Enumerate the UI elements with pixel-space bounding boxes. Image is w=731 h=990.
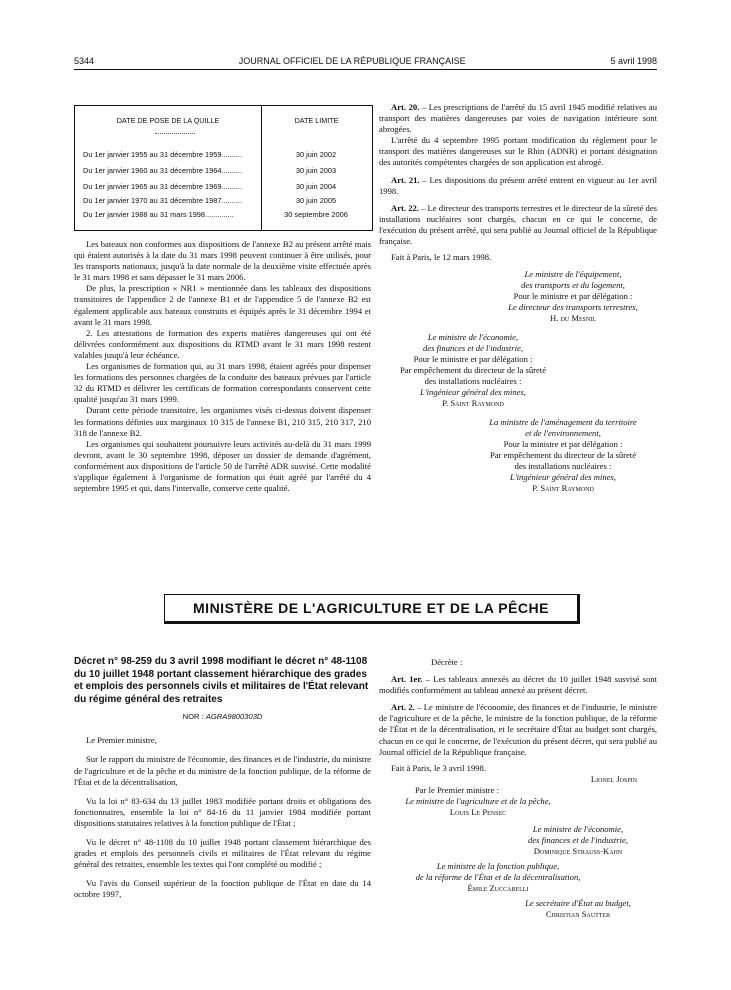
decret-title: Décret n° 98-259 du 3 avril 1998 modifiant le décret n° 48-1108 du 10 juillet 1948 portant classement hiérarchique des grades et emplois des personnels civils et militaires de l'État relevant du régime général des retraites xyxy=(74,656,369,705)
paragraph: De plus, la prescription « NR1 » mentionnée dans les tableaux des dispositions transitoires de l'appendice 2 de l'annexe B1 et de l'appendice 5 de l'annexe B2 est également applicable aux bateaux construits et équipés après le 31 décembre 1994 et avant le 31 mars 1998. xyxy=(74,283,371,327)
page-header xyxy=(74,56,657,66)
paragraph: Vu la loi n° 83-634 du 13 juillet 1983 modifiée portant droits et obligations des fonctionnaires, ensemble la loi n° 84-16 du 11 janvier 1984 modifiée portant dispositions statutaires relatives à la fonction publique de l'État ; xyxy=(74,795,371,828)
ministry-title: MINISTÈRE DE L'AGRICULTURE ET DE LA PÊCHE xyxy=(164,594,580,624)
article-21: Art. 21. – Les dispositions du présent arrêté entrent en vigueur au 1er avril 1998. xyxy=(379,174,657,196)
signature-block-amenagement: La ministre de l'aménagement du territoire et de l'environnement, Pour la ministre et par délégation : Par empêchement du directeur de la sûreté des installations nucléaires : L'ingénieur général des mines, P. Saint Raymond xyxy=(489,417,637,494)
col-header-keel: DATE DE POSE DE LA QUILLE xyxy=(116,116,220,125)
article-22: Art. 22. – Le directeur des transports terrestres et le directeur de la sûreté des installations nucléaires sont chargés, chacun en ce qui le concerne, de l'exécution du présent arrêté, qui sera publié au Journal officiel de la République française. xyxy=(379,202,657,247)
signature-agriculture: Le ministre de l'agriculture et de la pêche, Louis Le Pensec xyxy=(405,795,551,817)
table-row: Du 1er janvier 1970 au 31 décembre 1987.......... 30 juin 2005 xyxy=(83,196,337,205)
signature-block-economie: Le ministre de l'économie, des finances et de l'industrie, Pour le ministre et par délégation : Par empêchement du directeur de la sûreté des installations nucléaires : L'ingénieur général des mines, P. Saint Raymond xyxy=(399,332,547,409)
table-row: Du 1er janvier 1960 au 31 décembre 1964.......... 30 juin 2003 xyxy=(83,166,337,175)
paragraph: Les organismes qui souhaitent poursuivre leurs activités au-delà du 31 mars 1999 devront, avant le 30 septembre 1998, déposer un dossier de demande d'agrément, conformément aux dispositions de l'article 50 de l'arrêté ADR susvisé. Cette modalité s'applique également à l'organisme de formation qui était agréé par l'arrêté du 4 septembre 1995 et qui, dans l'intervalle, conserve cette qualité. xyxy=(74,438,371,494)
paragraph: Le Premier ministre, xyxy=(86,735,157,746)
decret-right-column xyxy=(379,657,657,920)
journal-title: JOURNAL OFFICIEL DE LA RÉPUBLIQUE FRANÇAISE xyxy=(238,56,466,66)
fait-a-paris: Fait à Paris, le 3 avril 1998. xyxy=(391,762,486,773)
paragraph: Vu le décret n° 48-1108 du 10 juillet 1948 portant classement hiérarchique des grades et emplois des personnels civils et militaires de l'État relevant du régime général des retraites, ensemble les textes qui l'ont complété ou modifié ; xyxy=(74,837,371,870)
paragraph: 2. Les attestations de formation des experts matières dangereuses qui ont été délivrées conformément aux dispositions du RTMD avant le 31 mars 1998 restent valables jusqu'à leur échéance. xyxy=(74,327,371,360)
decret-left-column xyxy=(74,656,371,901)
table-row: Du 1er janvier 1955 au 31 décembre 1959.......... 30 juin 2002 xyxy=(83,150,337,159)
keel-date-table xyxy=(74,105,373,231)
header-rule xyxy=(74,69,657,70)
table-row: Du 1er janvier 1965 au 31 décembre 1969.......... 30 juin 2004 xyxy=(83,182,337,191)
decrete: Décrète : xyxy=(431,657,463,667)
article-1: Art. 1er. – Les tableaux annexés au décret du 10 juillet 1948 susvisé sont modifiés conformément au tableau annexé au présent décret. xyxy=(379,674,658,696)
signature-premier-ministre: Lionel Jospin xyxy=(590,773,637,784)
left-column-top xyxy=(74,239,371,494)
header-separator xyxy=(155,133,195,134)
paragraph: Durant cette période transitoire, les organismes visés ci-dessus doivent dispenser les formations définies aux marginaux 10 315 de l'annexe B1, 210 315, 210 317, 210 318 de l'annexe B2. xyxy=(74,405,371,438)
paragraph: L'arrêté du 4 septembre 1995 portant modification du règlement pour le transport des matières dangereuses sur le Rhin (ADNR) et portant désignation des autorités compétentes chargées de son application est abrogé. xyxy=(379,135,657,168)
fait-a-paris: Fait à Paris, le 12 mars 1998. xyxy=(391,252,492,263)
page-number: 5344 xyxy=(74,56,95,66)
paragraph: Vu l'avis du Conseil supérieur de la fonction publique de l'État en date du 14 octobre 1997, xyxy=(74,878,371,900)
right-column-top xyxy=(379,102,657,494)
paragraph: Sur le rapport du ministre de l'économie, des finances et de l'industrie, du ministre de l'agriculture et de la pêche et du ministre de la fonction publique, de la réforme de l'État et de la décentralisation, xyxy=(74,754,371,787)
col-header-limit: DATE LIMITE xyxy=(294,116,339,125)
signature-block-equipement: Le ministre de l'équipement, des transports et du logement, Pour le ministre et par délégation : Le directeur des transports terrestres, H. du Mesnil xyxy=(508,269,638,324)
signature-economie: Le ministre de l'économie, des finances et de l'industrie, Dominique Strauss-Kahn xyxy=(528,823,628,856)
par-premier-ministre: Par le Premier ministre : xyxy=(415,784,500,795)
table-row: Du 1er janvier 1988 au 31 mars 1998.............. 30 septembre 2006 xyxy=(83,210,348,219)
paragraph: Les organismes de formation qui, au 31 mars 1998, étaient agréés pour dispenser les formations des personnes chargées de la conduite des bateaux prévues par l'article 32 du RTMD et délivrer les certificats de formation correspondants conservent cette qualité jusqu'au 31 mars 1999. xyxy=(74,361,371,405)
paragraph: Les bateaux non conformes aux dispositions de l'annexe B2 au présent arrêté mais qui étaient autorisés à la date du 31 mars 1998 peuvent continuer à être utilisés, pour les transports nationaux, jusqu'à la date normale de la deuxième visite effectuée après le 31 mars 1998 et sans dépasser le 31 mars 2006. xyxy=(74,239,371,283)
signature-fonction-publique: Le ministre de la fonction publique, de la réforme de l'État et de la décentralisation, Émile Zuccarelli xyxy=(415,860,581,893)
nor-reference: NOR : AGRA9800303D xyxy=(182,712,263,722)
issue-date: 5 avril 1998 xyxy=(610,56,657,66)
article-2: Art. 2. – Le ministre de l'économie, des finances et de l'industrie, le ministre de l'agriculture et de la pêche, le ministre de la fonction publique, de la réforme de l'État et de la décentralisation, et le secrétaire d'État au budget sont chargés, chacun en ce qui le concerne, de l'exécution du présent décret, qui sera publié au Journal officiel de la République française. xyxy=(379,702,657,757)
signature-budget: Le secrétaire d'État au budget, Christian Sautter xyxy=(525,897,631,919)
article-20: Art. 20. – Les prescriptions de l'arrêté du 15 avril 1945 modifié relatives au transport des matières dangereuses par voies de navigation intérieure sont abrogées. xyxy=(379,102,658,135)
